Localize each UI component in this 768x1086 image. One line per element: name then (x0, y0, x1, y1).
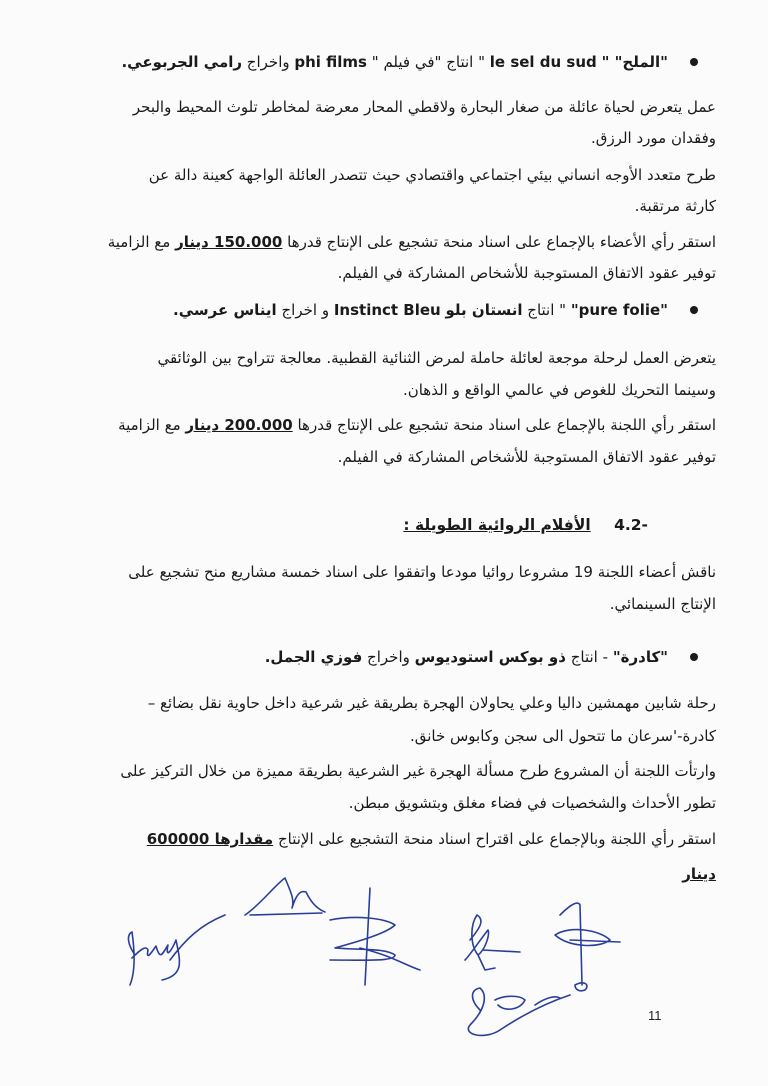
film2-desc-line1: يتعرض العمل لرحلة موجعة لعائلة حاملة لمرض الثنائية القطبية. معالجة تتراوح بين الوثائقي (157, 349, 716, 367)
film3-director: فوزي الجمل. (264, 648, 363, 666)
film1-amount: 150.000 دينار (175, 233, 283, 251)
film1-decision-pre: استقر رأي الأعضاء بالإجماع على اسناد منحة تشجيع على الإنتاج قدرها (287, 233, 716, 251)
film1-desc-line4: كارثة مرتقبة. (634, 197, 716, 215)
signature-6 (468, 983, 587, 1036)
film3-title: "كادرة" (612, 648, 668, 666)
signature-3 (330, 888, 420, 985)
film3-desc-line4: تطور الأحداث والشخصيات في فضاء مغلق وبتشويق مبطن. (348, 794, 716, 812)
film1-director: رامي الجربوعي. (121, 53, 243, 71)
film2-director-prefix: و اخراج (281, 301, 330, 319)
film3-decision-pre: استقر رأي اللجنة وبالإجماع على اقتراح اسناد منحة التشجيع على الإنتاج (277, 830, 716, 848)
signature-5 (555, 903, 620, 985)
film1-desc-line1: عمل يتعرض لحياة عائلة من صغار البحارة ولاقطي المحار معرضة لمخاطر تلوث المحيط والبحر (132, 98, 716, 116)
section-title: الأفلام الروائية الطويلة : (403, 516, 591, 534)
signature-1 (128, 915, 225, 985)
film3-amount: مقدارها 600000 (146, 830, 274, 848)
film3-desc-line2: كادرة-'سرعان ما تتحول الى سجن وكابوس خانق. (409, 727, 716, 745)
film2-producer-prefix: " انتاج (527, 301, 567, 319)
film2-decision-pre: استقر رأي اللجنة بالإجماع على اسناد منحة تشجيع على الإنتاج قدرها (297, 416, 716, 434)
film3-desc-line1: رحلة شابين مهمشين داليا وعلي يحاولان الهجرة بطريقة غير شرعية داخل حاوية نقل بضائع – (147, 694, 716, 712)
film3-desc-line3: وارتأت اللجنة أن المشروع طرح مسألة الهجرة غير الشرعية بطريقة مميزة من خلال التركيز على (120, 762, 716, 780)
film1-title-quote: "الملح" " (601, 53, 668, 71)
film2-director: ايناس عرسي. (173, 301, 277, 319)
film2-decision-post: مع الزامية (118, 416, 181, 434)
signature-4 (465, 915, 520, 970)
film1-decision-line2: توفير عقود الاتفاق المستوجبة للأشخاص المشاركة في الفيلم. (337, 264, 716, 282)
film1-desc-line3: طرح متعدد الأوجه انساني بيئي اجتماعي واقتصادي حيث تتصدر العائلة الواجهة كعينة دالة عن (148, 166, 716, 184)
intro-line2: الإنتاج السينمائي. (609, 595, 716, 613)
intro-line1: ناقش أعضاء اللجنة 19 مشروعا روائيا مودعا واتفقوا على اسناد خمسة مشاريع منح تشجيع على (128, 563, 716, 581)
section-number: 4.2- (614, 516, 648, 534)
film3-producer-prefix: - انتاج (570, 648, 609, 666)
signature-2 (245, 878, 325, 915)
film1-director-prefix: واخراج (246, 53, 290, 71)
film1-title-latin: le sel du sud (489, 53, 597, 71)
page-number: 11 (648, 1008, 662, 1023)
film1-producer: phi films (294, 53, 367, 71)
film2-amount: 200.000 دينار (185, 416, 293, 434)
film3-amount-unit: دينار (682, 865, 716, 883)
film3-director-prefix: واخراج (367, 648, 410, 666)
film2-desc-line2: وسينما التحريك للغوص في عالمي الواقع و الذهان. (402, 381, 716, 399)
film1-title-mid: " انتاج "في فيلم " (371, 53, 485, 71)
film3-producer: ذو بوكس استوديوس (414, 648, 566, 666)
film1-desc-line2: وفقدان مورد الرزق. (591, 129, 716, 147)
film2-title: "pure folie" (570, 301, 668, 319)
film2-producer-latin: Instinct Bleu (333, 301, 441, 319)
film1-decision-post: مع الزامية (107, 233, 171, 251)
film2-producer-ar: انستان بلو (445, 301, 523, 319)
film2-decision-line2: توفير عقود الاتفاق المستوجبة للأشخاص المشاركة في الفيلم. (337, 448, 716, 466)
